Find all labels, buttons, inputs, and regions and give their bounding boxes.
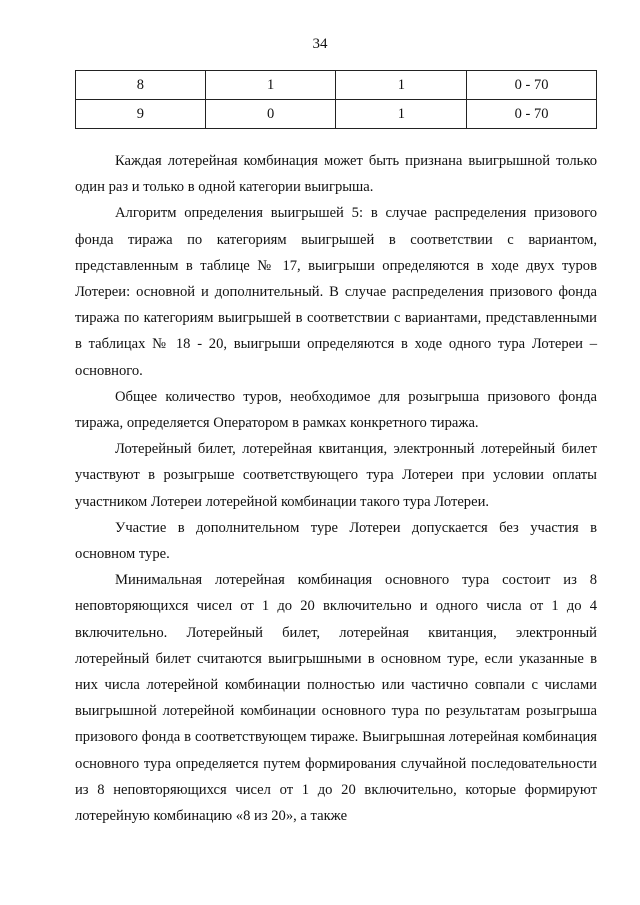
table-cell: 8 [76, 71, 206, 100]
results-table [75, 70, 597, 129]
paragraph: Общее количество туров, необходимое для розыгрыша призового фонда тиража, определяется Оператором в рамках конкретного тиража. [75, 388, 597, 432]
paragraph: Каждая лотерейная комбинация может быть признана выигрышной только один раз и только в одной категории выигрыша. [75, 153, 597, 196]
table-cell: 1 [336, 71, 467, 100]
table-row [76, 71, 597, 100]
table-row [76, 100, 597, 129]
table-cell: 1 [336, 100, 467, 129]
paragraph: Лотерейный билет, лотерейная квитанция, электронный лотерейный билет участвуют в розыгрыше соответствующего тура Лотереи при условии оплаты участником Лотереи лотерейной комбинации такого тура Лотереи. [75, 441, 597, 510]
paragraph: Минимальная лотерейная комбинация основного тура состоит из 8 неповторяющихся чисел от 1 до 20 включительно и одного числа от 1 до 4 включительно. Лотерейный билет, лотерейная квитанция, электронный лотерейный билет считаются выигрышными в основном туре, если указанные в них числа лотерейной комбинации полностью или частично совпали с числами выигрышной лотерейной комбинации основного тура по результатам розыгрыша призового фонда в соответствующем тираже. Выигрышная лотерейная комбинация основного тура определяется путем формирования случайной последовательности из 8 неповторяющихся чисел от 1 до 20 включительно, которые формируют лотерейную комбинацию «8 из 20», а также [75, 572, 597, 825]
table-cell: 0 - 70 [467, 100, 597, 129]
document-body [75, 148, 597, 829]
table-cell: 9 [76, 100, 206, 129]
table-cell: 0 [205, 100, 336, 129]
paragraph: Участие в дополнительном туре Лотереи допускается без участия в основном туре. [75, 519, 597, 563]
page-number: 34 [312, 36, 328, 52]
table-cell: 0 - 70 [467, 71, 597, 100]
paragraph: Алгоритм определения выигрышей 5: в случае распределения призового фонда тиража по категориям выигрышей в соответствии с вариантом, представленным в таблице № 17, выигрыши определяются в ходе двух туров Лотереи: основной и дополнительный. В случае распределения призового фонда тиража по категориям выигрышей в соответствии с вариантами, представленными в таблицах № 18 - 20, выигрыши определяются в ходе одного тура Лотереи – основного. [75, 205, 597, 379]
table-cell: 1 [205, 71, 336, 100]
